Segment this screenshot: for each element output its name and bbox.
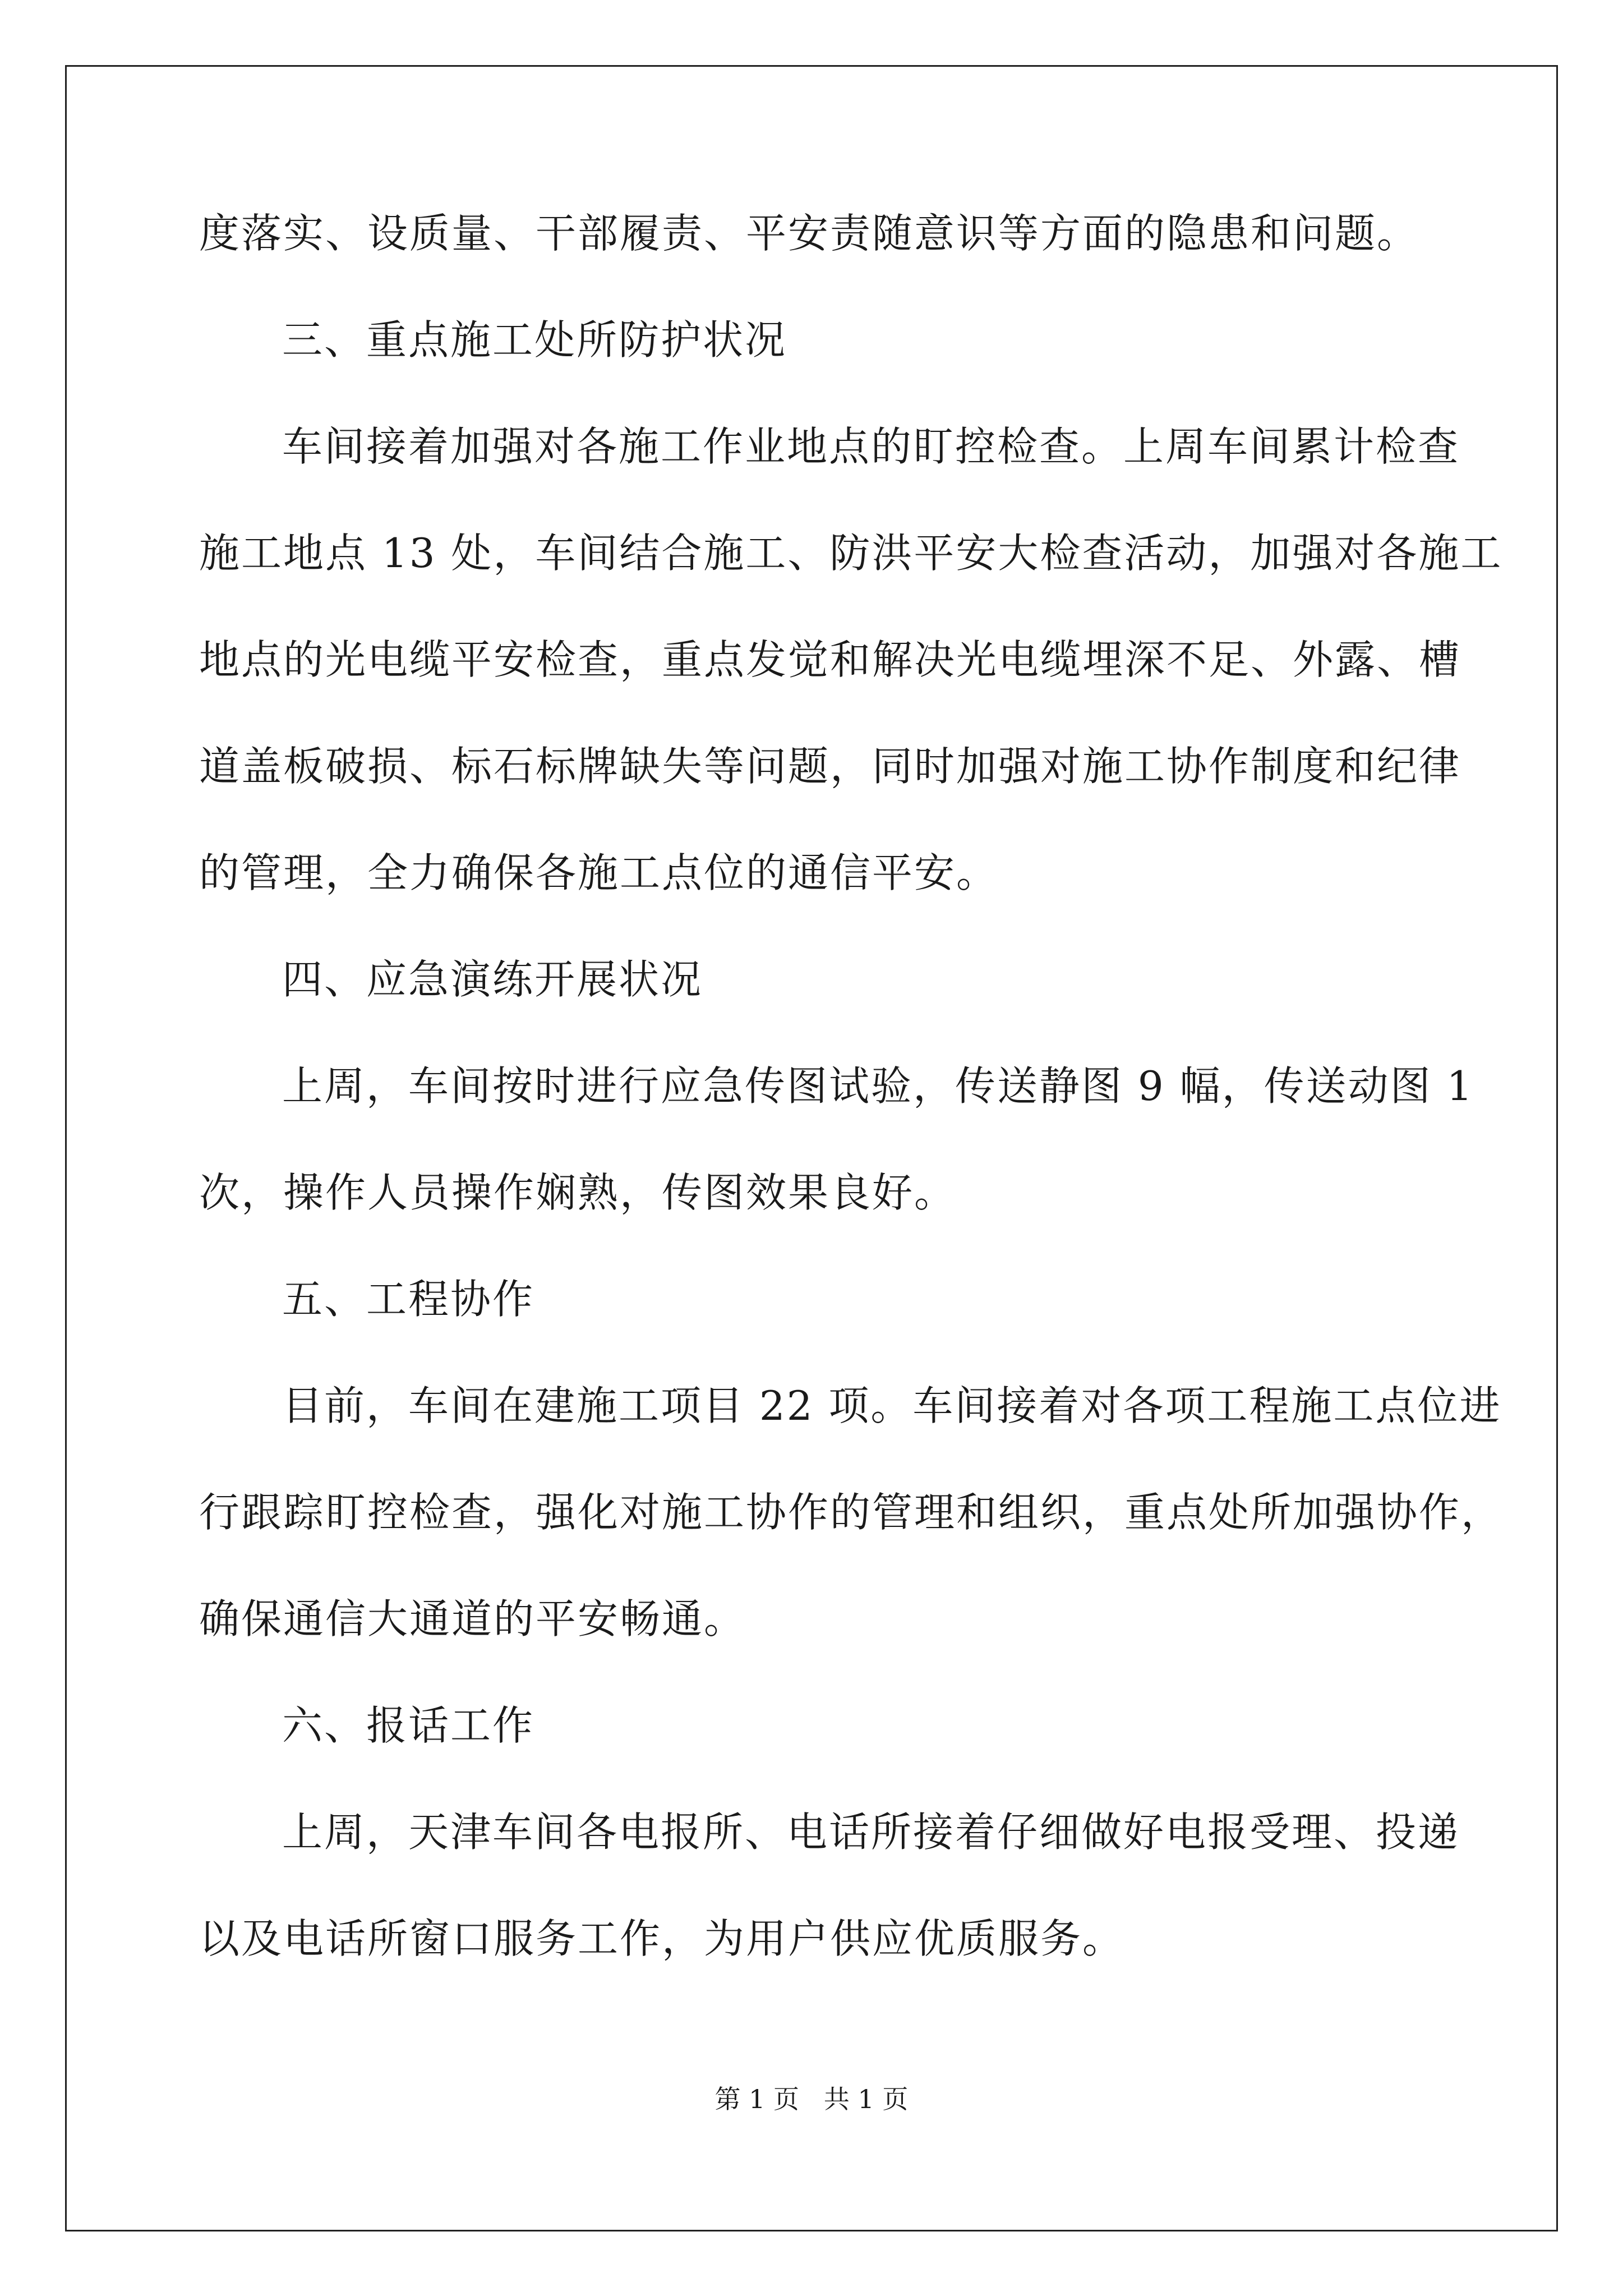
paragraph-line: 确保通信大通道的平安畅通。 xyxy=(199,1595,746,1642)
paragraph-line: 的管理，全力确保各施工点位的通信平安。 xyxy=(199,849,999,896)
paragraph-line: 车间接着加强对各施工作业地点的盯控检查。上周车间累计检查 xyxy=(282,423,1460,470)
section-heading: 四、应急演练开展状况 xyxy=(282,956,703,1003)
paragraph-line: 目前，车间在建施工项目 22 项。车间接着对各项工程施工点位进 xyxy=(282,1382,1502,1429)
paragraph-line: 以及电话所窗口服务工作，为用户供应优质服务。 xyxy=(199,1915,1125,1962)
paragraph-line: 行跟踪盯控检查，强化对施工协作的管理和组织，重点处所加强协作， xyxy=(199,1489,1504,1536)
paragraph-line: 度落实、设质量、干部履责、平安责随意识等方面的隐患和问题。 xyxy=(199,210,1419,257)
paragraph-line: 上周，天津车间各电报所、电话所接着仔细做好电报受理、投递 xyxy=(282,1809,1460,1856)
page-border xyxy=(65,65,1558,2231)
paragraph-line: 施工地点 13 处，车间结合施工、防洪平安大检查活动，加强对各施工 xyxy=(199,530,1503,577)
section-heading: 五、工程协作 xyxy=(282,1276,535,1323)
section-heading: 三、重点施工处所防护状况 xyxy=(282,316,787,364)
paragraph-line: 次，操作人员操作娴熟，传图效果良好。 xyxy=(199,1169,957,1216)
paragraph-line: 道盖板破损、标石标牌缺失等问题，同时加强对施工协作制度和纪律 xyxy=(199,743,1461,790)
section-heading: 六、报话工作 xyxy=(282,1702,535,1749)
paragraph-line: 地点的光电缆平安检查，重点发觉和解决光电缆埋深不足、外露、槽 xyxy=(199,636,1461,683)
page-footer: 第 1 页 共 1 页 xyxy=(714,2084,909,2114)
paragraph-line: 上周，车间按时进行应急传图试验，传送静图 9 幅，传送动图 1 xyxy=(282,1062,1474,1110)
